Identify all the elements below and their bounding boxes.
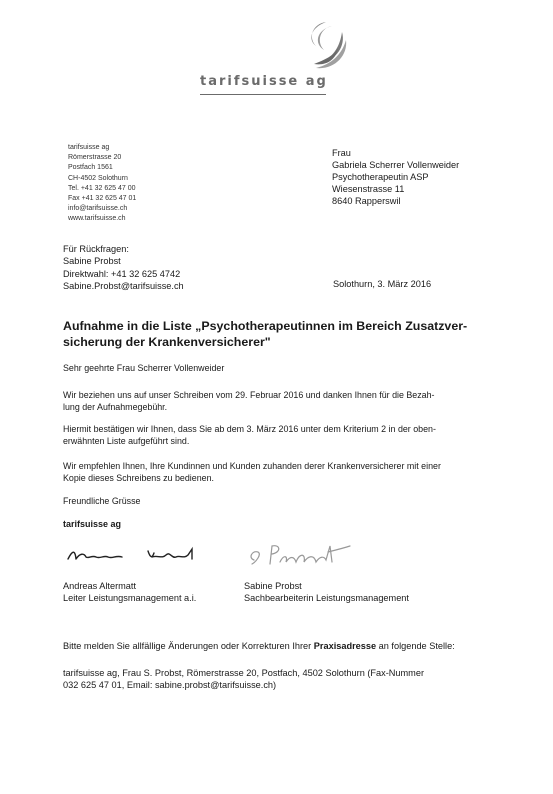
address-line: tarifsuisse ag, Frau S. Probst, Römerstrasse 20, Postfach, 4502 Solothurn (Fax-Nummer bbox=[63, 668, 425, 678]
signature-probst-icon bbox=[246, 538, 356, 570]
contact-block bbox=[63, 243, 184, 292]
signer-name: Sabine Probst bbox=[244, 581, 302, 591]
paragraph-1 bbox=[63, 389, 525, 413]
recipient-line: Wiesenstrasse 11 bbox=[332, 184, 405, 194]
sender-line: CH-4502 Solothurn bbox=[68, 174, 128, 182]
sender-line: Postfach 1561 bbox=[68, 164, 113, 172]
signer-name: Andreas Altermatt bbox=[63, 581, 137, 591]
sender-phone: Tel. +41 32 625 47 00 bbox=[68, 184, 136, 192]
contact-address-block bbox=[63, 667, 533, 691]
logo-underline bbox=[200, 94, 326, 95]
recipient-line: Psychotherapeutin ASP bbox=[332, 172, 429, 182]
salutation: Sehr geehrte Frau Scherrer Vollenweider bbox=[63, 363, 225, 373]
signature-altermatt-icon bbox=[66, 543, 216, 565]
sender-website: www.tarifsuisse.ch bbox=[68, 215, 126, 223]
address-line: 032 625 47 01, Email: sabine.probst@tarifsuisse.ch) bbox=[63, 680, 277, 690]
paragraph-line: Hiermit bestätigen wir Ihnen, dass Sie ab dem 3. März 2016 unter dem Kriterium 2 in der oben- bbox=[63, 424, 436, 434]
paragraph-3 bbox=[63, 460, 525, 484]
contact-line: Für Rückfragen: bbox=[63, 244, 129, 254]
recipient-line: 8640 Rapperswil bbox=[332, 196, 401, 206]
signer-title: Leiter Leistungsmanagement a.i. bbox=[63, 593, 197, 604]
signature-company: tarifsuisse ag bbox=[63, 519, 122, 529]
paragraph-line: erwähnten Liste aufgeführt sind. bbox=[63, 436, 190, 446]
contact-line: Direktwahl: +41 32 625 4742 bbox=[63, 268, 181, 279]
closing: Freundliche Grüsse bbox=[63, 496, 141, 506]
notice-text-before: Bitte melden Sie allfällige Änderungen oder Korrekturen Ihrer bbox=[63, 641, 314, 651]
paragraph-line: Wir empfehlen Ihnen, Ihre Kundinnen und Kunden zuhanden derer Krankenversicherer mit einer bbox=[63, 461, 441, 471]
signer-altermatt bbox=[63, 580, 196, 605]
change-notice bbox=[63, 640, 533, 652]
tarifsuisse-logo-icon bbox=[302, 18, 350, 74]
sender-line: tarifsuisse ag bbox=[68, 144, 110, 151]
recipient-address bbox=[332, 147, 459, 207]
contact-email: Sabine.Probst@tarifsuisse.ch bbox=[63, 280, 184, 291]
sender-address bbox=[68, 143, 136, 225]
paragraph-line: Kopie dieses Schreibens zu bedienen. bbox=[63, 473, 214, 483]
recipient-line: Frau bbox=[332, 148, 351, 158]
notice-text-bold: Praxisadresse bbox=[313, 641, 377, 651]
sender-line: Römerstrasse 20 bbox=[68, 154, 122, 162]
subject-line: Aufnahme in die Liste „Psychotherapeutinnen im Bereich Zusatzver- bbox=[63, 319, 468, 333]
signer-probst bbox=[244, 580, 409, 605]
signer-title: Sachbearbeiterin Leistungsmanagement bbox=[244, 593, 409, 604]
sender-fax: Fax +41 32 625 47 01 bbox=[68, 195, 137, 203]
paragraph-2 bbox=[63, 423, 525, 447]
sender-email: info@tarifsuisse.ch bbox=[68, 205, 128, 213]
recipient-line: Gabriela Scherrer Vollenweider bbox=[332, 160, 460, 170]
letter-date: Solothurn, 3. März 2016 bbox=[333, 279, 432, 289]
contact-line: Sabine Probst bbox=[63, 256, 121, 267]
letter-subject bbox=[63, 318, 525, 350]
subject-line: sicherung der Krankenversicherer" bbox=[63, 335, 271, 349]
notice-text-after: an folgende Stelle: bbox=[376, 641, 455, 651]
paragraph-line: lung der Aufnahmegebühr. bbox=[63, 402, 168, 412]
paragraph-line: Wir beziehen uns auf unser Schreiben vom 29. Februar 2016 und danken Ihnen für die Bezah- bbox=[63, 390, 435, 400]
logo-wordmark: tarifsuisse ag bbox=[200, 74, 328, 89]
